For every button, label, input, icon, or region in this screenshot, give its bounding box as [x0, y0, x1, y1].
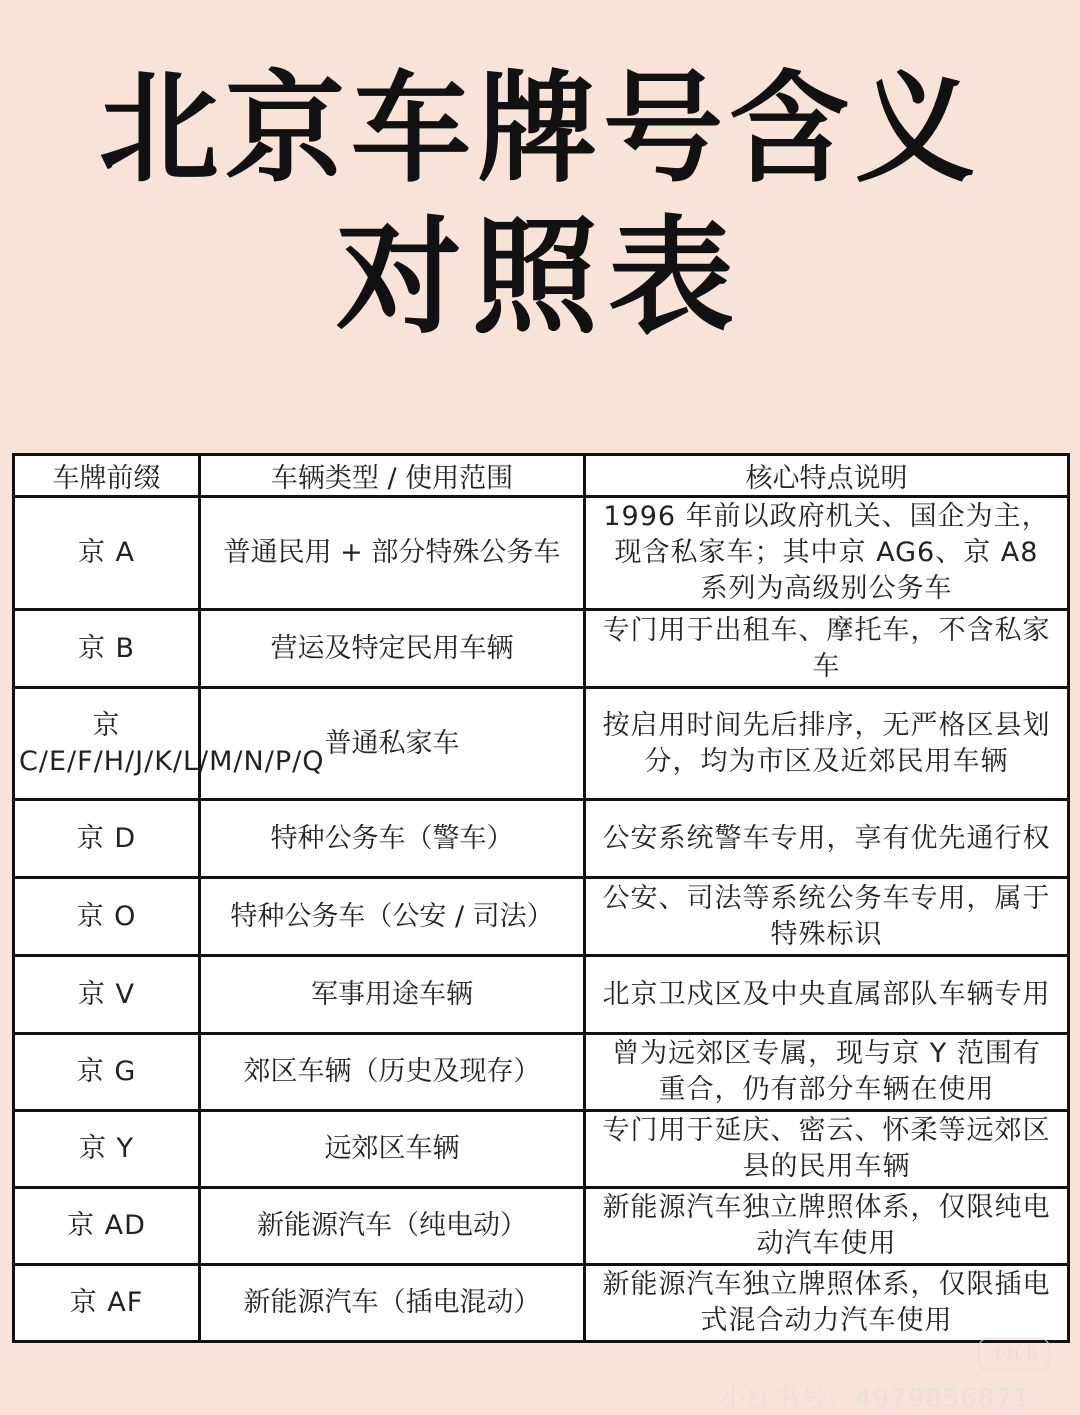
header-desc: 核心特点说明 [585, 455, 1069, 497]
cell-prefix: 京 B [14, 610, 200, 688]
table-row [14, 610, 1069, 688]
cell-desc: 公安、司法等系统公务车专用，属于特殊标识 [585, 878, 1069, 956]
page-title-line-1: 北京车牌号含义 [99, 60, 981, 199]
cell-prefix: 京 AD [14, 1188, 200, 1265]
table-row [14, 1188, 1069, 1265]
cell-type: 普通民用 + 部分特殊公务车 [200, 497, 585, 610]
cell-prefix: 京 Y [14, 1111, 200, 1188]
table-row [14, 878, 1069, 956]
table-row [14, 1034, 1069, 1111]
cell-type: 特种公务车（警车） [200, 800, 585, 878]
cell-prefix: 京 D [14, 800, 200, 878]
table-row [14, 497, 1069, 610]
cell-type: 新能源汽车（纯电动） [200, 1188, 585, 1265]
table-row [14, 688, 1069, 800]
plate-meaning-table [12, 453, 1070, 1343]
table-row [14, 1265, 1069, 1342]
cell-desc: 北京卫戍区及中央直属部队车辆专用 [585, 956, 1069, 1034]
table-row [14, 1111, 1069, 1188]
watermark-badge: 小红书 [978, 1338, 1050, 1370]
cell-desc: 专门用于出租车、摩托车，不含私家车 [585, 610, 1069, 688]
cell-prefix: 京 G [14, 1034, 200, 1111]
cell-desc: 新能源汽车独立牌照体系，仅限插电式混合动力汽车使用 [585, 1265, 1069, 1342]
cell-type: 营运及特定民用车辆 [200, 610, 585, 688]
cell-desc: 新能源汽车独立牌照体系，仅限纯电动汽车使用 [585, 1188, 1069, 1265]
cell-desc: 按启用时间先后排序，无严格区县划分，均为市区及近郊民用车辆 [585, 688, 1069, 800]
cell-type: 特种公务车（公安 / 司法） [200, 878, 585, 956]
page-title-line-2: 对照表 [336, 204, 744, 351]
cell-type: 远郊区车辆 [200, 1111, 585, 1188]
table-header-row [14, 455, 1069, 497]
cell-prefix: 京 A [14, 497, 200, 610]
cell-prefix: 京 V [14, 956, 200, 1034]
header-prefix: 车牌前缀 [14, 455, 200, 497]
cell-prefix: 京 O [14, 878, 200, 956]
cell-desc: 1996 年前以政府机关、国企为主，现含私家车；其中京 AG6、京 A8 系列为高级别公务车 [585, 497, 1069, 610]
cell-type: 普通私家车 [200, 688, 585, 800]
table-row [14, 956, 1069, 1034]
cell-desc: 公安系统警车专用，享有优先通行权 [585, 800, 1069, 878]
cell-type: 新能源汽车（插电混动） [200, 1265, 585, 1342]
cell-type: 军事用途车辆 [200, 956, 585, 1034]
table-row [14, 800, 1069, 878]
cell-desc: 专门用于延庆、密云、怀柔等远郊区县的民用车辆 [585, 1111, 1069, 1188]
cell-type: 郊区车辆（历史及现存） [200, 1034, 585, 1111]
cell-desc: 曾为远郊区专属，现与京 Y 范围有重合，仍有部分车辆在使用 [585, 1034, 1069, 1111]
cell-prefix: 京 AF [14, 1265, 200, 1342]
header-type: 车辆类型 / 使用范围 [200, 455, 585, 497]
watermark-id: 小红书号：4979856871 [720, 1384, 1031, 1414]
cell-prefix: 京 C/E/F/H/J/K/L/M/N/P/Q [14, 688, 200, 800]
